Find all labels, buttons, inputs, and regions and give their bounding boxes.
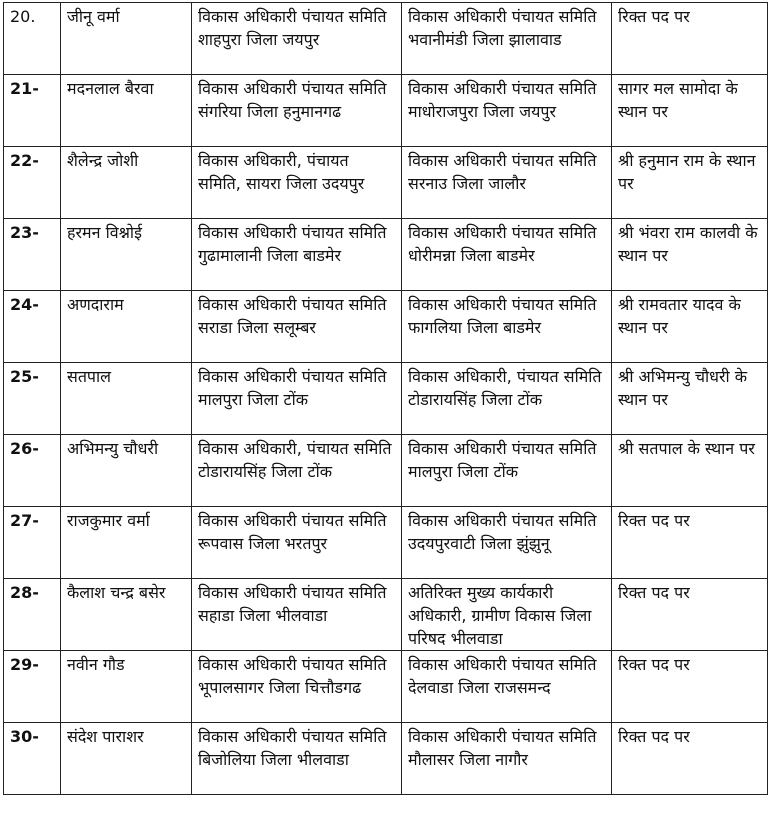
table-row <box>4 507 768 579</box>
current-posting: विकास अधिकारी पंचायत समिति शाहपुरा जिला जयपुर <box>192 3 402 75</box>
transfer-table-body <box>4 3 768 795</box>
table-row <box>4 363 768 435</box>
officer-name: हरमन विश्नोई <box>61 219 192 291</box>
remark: श्री सतपाल के स्थान पर <box>612 435 768 507</box>
officer-name: अणदाराम <box>61 291 192 363</box>
officer-name: अभिमन्यु चौधरी <box>61 435 192 507</box>
remark: श्री अभिमन्यु चौधरी के स्थान पर <box>612 363 768 435</box>
remark: श्री भंवरा राम कालवी के स्थान पर <box>612 219 768 291</box>
new-posting: विकास अधिकारी पंचायत समिति उदयपुरवाटी जिला झुंझुनू <box>402 507 612 579</box>
new-posting: अतिरिक्त मुख्य कार्यकारी अधिकारी, ग्रामीण विकास जिला परिषद भीलवाडा <box>402 579 612 651</box>
serial-number: 27- <box>4 507 61 579</box>
current-posting: विकास अधिकारी पंचायत समिति गुढामालानी जिला बाडमेर <box>192 219 402 291</box>
serial-number: 23- <box>4 219 61 291</box>
serial-number: 20. <box>4 3 61 75</box>
serial-number: 26- <box>4 435 61 507</box>
remark: रिक्त पद पर <box>612 507 768 579</box>
serial-number: 25- <box>4 363 61 435</box>
table-row <box>4 435 768 507</box>
transfer-table <box>3 2 768 795</box>
serial-number: 30- <box>4 723 61 795</box>
remark: रिक्त पद पर <box>612 3 768 75</box>
table-row <box>4 219 768 291</box>
officer-name: नवीन गौड <box>61 651 192 723</box>
remark: श्री रामवतार यादव के स्थान पर <box>612 291 768 363</box>
officer-name: मदनलाल बैरवा <box>61 75 192 147</box>
table-row <box>4 291 768 363</box>
table-row <box>4 3 768 75</box>
current-posting: विकास अधिकारी, पंचायत समिति टोडारायसिंह जिला टोंक <box>192 435 402 507</box>
current-posting: विकास अधिकारी पंचायत समिति सराडा जिला सलूम्बर <box>192 291 402 363</box>
current-posting: विकास अधिकारी, पंचायत समिति, सायरा जिला उदयपुर <box>192 147 402 219</box>
table-row <box>4 579 768 651</box>
officer-name: शैलेन्द्र जोशी <box>61 147 192 219</box>
remark: रिक्त पद पर <box>612 651 768 723</box>
new-posting: विकास अधिकारी पंचायत समिति भवानीमंडी जिला झालावाड <box>402 3 612 75</box>
officer-name: राजकुमार वर्मा <box>61 507 192 579</box>
new-posting: विकास अधिकारी पंचायत समिति धोरीमन्ना जिला बाडमेर <box>402 219 612 291</box>
officer-name: जीनू वर्मा <box>61 3 192 75</box>
table-row <box>4 147 768 219</box>
current-posting: विकास अधिकारी पंचायत समिति बिजोलिया जिला भीलवाडा <box>192 723 402 795</box>
table-row <box>4 75 768 147</box>
current-posting: विकास अधिकारी पंचायत समिति रूपवास जिला भरतपुर <box>192 507 402 579</box>
new-posting: विकास अधिकारी पंचायत समिति मालपुरा जिला टोंक <box>402 435 612 507</box>
officer-name: सतपाल <box>61 363 192 435</box>
remark: सागर मल सामोदा के स्थान पर <box>612 75 768 147</box>
new-posting: विकास अधिकारी, पंचायत समिति टोडारायसिंह जिला टोंक <box>402 363 612 435</box>
table-row <box>4 651 768 723</box>
new-posting: विकास अधिकारी पंचायत समिति फागलिया जिला बाडमेर <box>402 291 612 363</box>
new-posting: विकास अधिकारी पंचायत समिति देलवाडा जिला राजसमन्द <box>402 651 612 723</box>
serial-number: 24- <box>4 291 61 363</box>
officer-name: कैलाश चन्द्र बसेर <box>61 579 192 651</box>
table-row <box>4 723 768 795</box>
officer-name: संदेश पाराशर <box>61 723 192 795</box>
serial-number: 21- <box>4 75 61 147</box>
serial-number: 22- <box>4 147 61 219</box>
remark: रिक्त पद पर <box>612 579 768 651</box>
current-posting: विकास अधिकारी पंचायत समिति सहाडा जिला भीलवाडा <box>192 579 402 651</box>
new-posting: विकास अधिकारी पंचायत समिति माधोराजपुरा जिला जयपुर <box>402 75 612 147</box>
current-posting: विकास अधिकारी पंचायत समिति संगरिया जिला हनुमानगढ <box>192 75 402 147</box>
current-posting: विकास अधिकारी पंचायत समिति भूपालसागर जिला चित्तौडगढ <box>192 651 402 723</box>
serial-number: 28- <box>4 579 61 651</box>
serial-number: 29- <box>4 651 61 723</box>
remark: रिक्त पद पर <box>612 723 768 795</box>
current-posting: विकास अधिकारी पंचायत समिति मालपुरा जिला टोंक <box>192 363 402 435</box>
remark: श्री हनुमान राम के स्थान पर <box>612 147 768 219</box>
new-posting: विकास अधिकारी पंचायत समिति सरनाउ जिला जालौर <box>402 147 612 219</box>
new-posting: विकास अधिकारी पंचायत समिति मौलासर जिला नागौर <box>402 723 612 795</box>
